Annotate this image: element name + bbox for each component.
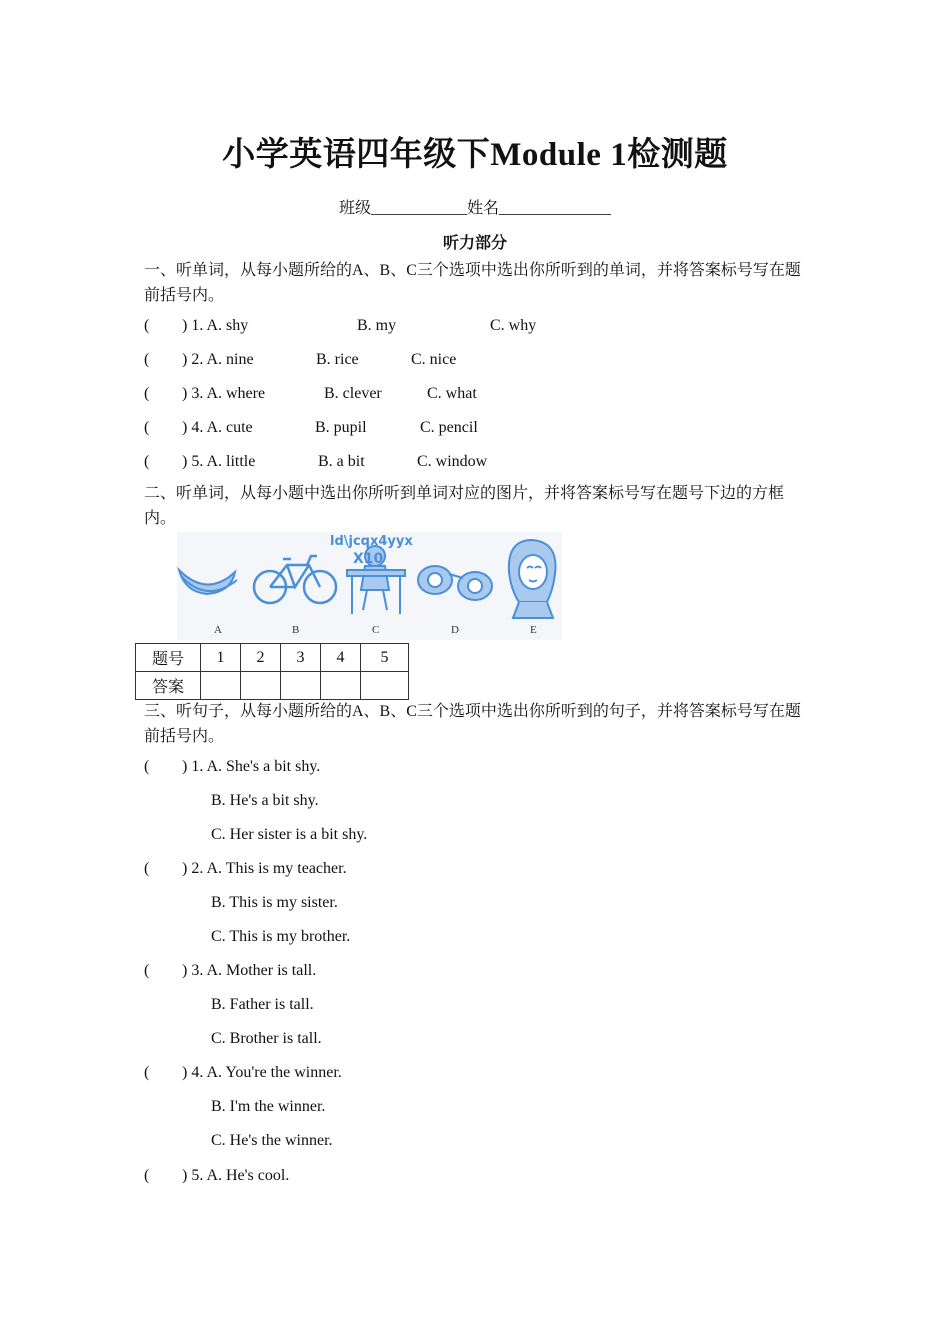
q5-option-c: C. window bbox=[417, 453, 488, 470]
answer-paren: ( bbox=[144, 758, 150, 775]
answer-paren: ( bbox=[144, 419, 150, 436]
question-number-cell: 3 bbox=[281, 644, 321, 672]
answer-table-answer-row bbox=[136, 672, 409, 700]
answer-paren: ( bbox=[144, 317, 150, 334]
answer-cell[interactable] bbox=[201, 672, 241, 700]
watermark-text-2: X10 bbox=[353, 551, 384, 567]
picture-strip bbox=[177, 532, 562, 640]
s3-q1-option-c: C. Her sister is a bit shy. bbox=[211, 826, 368, 843]
q4-option-c: C. pencil bbox=[420, 419, 478, 436]
s3-q4-option-a: ) 4. A. You're the winner. bbox=[182, 1064, 342, 1081]
picture-label-c: C bbox=[372, 624, 380, 636]
question-number-cell: 4 bbox=[321, 644, 361, 672]
s3-q4-option-b: B. I'm the winner. bbox=[211, 1098, 326, 1115]
s3-q3-option-c: C. Brother is tall. bbox=[211, 1030, 322, 1047]
page-title: 小学英语四年级下Module 1检测题 bbox=[222, 137, 728, 173]
section1-q4 bbox=[144, 417, 253, 439]
q5-option-b: B. a bit bbox=[318, 453, 365, 470]
section1-instruction: 一、听单词，从每小题所给的A、B、C三个选项中选出你所听到的单词，并将答案标号写在题前括号内。 bbox=[144, 262, 801, 304]
q1-option-a: ) 1. A. shy bbox=[182, 317, 249, 334]
answer-table bbox=[135, 643, 409, 700]
question-number-cell: 2 bbox=[241, 644, 281, 672]
q3-option-c: C. what bbox=[427, 385, 477, 402]
answer-paren: ( bbox=[144, 860, 150, 877]
picture-label-b: B bbox=[292, 624, 300, 636]
q2-option-c: C. nice bbox=[411, 351, 457, 368]
q3-option-a: ) 3. A. where bbox=[182, 385, 266, 402]
answer-cell[interactable] bbox=[321, 672, 361, 700]
q2-option-b: B. rice bbox=[316, 351, 359, 368]
picture-label-d: D bbox=[451, 624, 459, 636]
q4-option-b: B. pupil bbox=[315, 419, 367, 436]
q1-option-b: B. my bbox=[357, 317, 397, 334]
listening-part-heading: 听力部分 bbox=[442, 235, 507, 252]
q2-option-a: ) 2. A. nine bbox=[182, 351, 254, 368]
picture-label-e: E bbox=[530, 624, 537, 636]
answer-paren: ( bbox=[144, 351, 150, 368]
answer-paren: ( bbox=[144, 1064, 150, 1081]
answer-label: 答案 bbox=[136, 672, 201, 700]
answer-cell[interactable] bbox=[281, 672, 321, 700]
q5-option-a: ) 5. A. little bbox=[182, 453, 256, 470]
answer-paren: ( bbox=[144, 1167, 150, 1184]
section3-q3 bbox=[144, 960, 316, 982]
section2-instruction: 二、听单词，从每小题中选出你所听到单词对应的图片，并将答案标号写在题号下边的方框内。 bbox=[144, 485, 785, 527]
picture-strip-svg bbox=[177, 532, 562, 640]
s3-q1-option-b: B. He's a bit shy. bbox=[211, 792, 319, 809]
q4-option-a: ) 4. A. cute bbox=[182, 419, 253, 436]
s3-q2-option-c: C. This is my brother. bbox=[211, 928, 351, 945]
answer-cell[interactable] bbox=[241, 672, 281, 700]
section3-q4 bbox=[144, 1062, 342, 1084]
section3-instruction: 三、听句子，从每小题所给的A、B、C三个选项中选出你所听到的句子，并将答案标号写在题前括号内。 bbox=[144, 703, 801, 745]
s3-q3-option-a: ) 3. A. Mother is tall. bbox=[182, 962, 317, 979]
watermark-text: ld\jcqx4yyx bbox=[330, 534, 413, 549]
section1-q3 bbox=[144, 383, 265, 405]
q1-option-c: C. why bbox=[490, 317, 537, 334]
s3-q2-option-b: B. This is my sister. bbox=[211, 894, 338, 911]
section1-q2 bbox=[144, 349, 254, 371]
picture-label-a: A bbox=[214, 624, 222, 636]
section3-q5 bbox=[144, 1165, 289, 1187]
s3-q1-option-a: ) 1. A. She's a bit shy. bbox=[182, 758, 321, 775]
section1-q1 bbox=[144, 315, 248, 337]
answer-table-header-row bbox=[136, 644, 409, 672]
s3-q5-option-a: ) 5. A. He's cool. bbox=[182, 1167, 290, 1184]
s3-q4-option-c: C. He's the winner. bbox=[211, 1132, 333, 1149]
answer-cell[interactable] bbox=[361, 672, 409, 700]
answer-paren: ( bbox=[144, 453, 150, 470]
s3-q3-option-b: B. Father is tall. bbox=[211, 996, 314, 1013]
section1-q5 bbox=[144, 451, 255, 473]
section3-q1 bbox=[144, 756, 320, 778]
answer-paren: ( bbox=[144, 962, 150, 979]
question-number-label: 题号 bbox=[136, 644, 201, 672]
question-number-cell: 1 bbox=[201, 644, 241, 672]
question-number-cell: 5 bbox=[361, 644, 409, 672]
class-name-line: 班级____________姓名______________ bbox=[338, 200, 611, 217]
s3-q2-option-a: ) 2. A. This is my teacher. bbox=[182, 860, 347, 877]
q3-option-b: B. clever bbox=[324, 385, 382, 402]
answer-paren: ( bbox=[144, 385, 150, 402]
section3-q2 bbox=[144, 858, 347, 880]
